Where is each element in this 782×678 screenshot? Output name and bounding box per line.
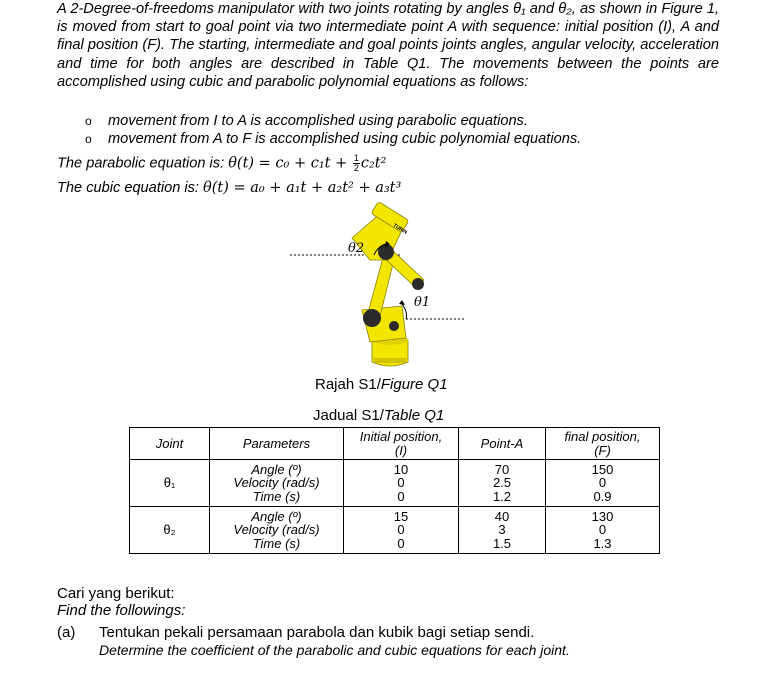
cell-value: 150 — [591, 461, 614, 477]
wrist-motor — [412, 278, 424, 290]
bullet-text: movement from I to A is accomplished using parabolic equations. — [108, 113, 528, 129]
param-label: Time (s) — [252, 488, 301, 504]
question-text-en: Determine the coefficient of the parabolic and cubic equations for each joint. — [99, 642, 570, 658]
figure-caption-ms: Rajah S1/ — [315, 376, 381, 393]
cell-value: 130 — [591, 508, 614, 524]
param-label: Angle (º) — [251, 508, 302, 524]
theta1-arrowhead-icon — [399, 300, 405, 305]
cell-value: 0.9 — [593, 488, 612, 504]
final-theta2 — [546, 507, 660, 554]
initial-theta2 — [344, 507, 459, 554]
header-final — [546, 428, 660, 460]
parabolic-label: The parabolic equation is: — [57, 155, 225, 172]
bullet-circle-icon: o — [85, 132, 92, 147]
movement-list — [85, 112, 581, 148]
header-joint: Joint — [130, 428, 210, 460]
cell-value: 10 — [393, 461, 409, 477]
joint-theta1: θ₁ — [130, 460, 210, 507]
cell-value: 3 — [498, 522, 506, 538]
parabolic-equation — [57, 154, 386, 173]
cell-value: 2.5 — [492, 475, 512, 491]
parabolic-rhs: c₂t² — [360, 155, 387, 172]
cubic-equation — [57, 180, 401, 196]
param-label: Angle (º) — [251, 461, 302, 477]
bullet-circle-icon: o — [85, 114, 92, 128]
header-initial — [344, 428, 459, 460]
params-theta2 — [210, 507, 344, 554]
find-en: Find the followings: — [57, 602, 186, 619]
parabolic-lhs: θ(t) = c₀ + c₁t + — [228, 155, 352, 172]
problem-intro: A 2-Degree-of-freedoms manipulator with two joints rotating by angles θ₁ and θ₂, as shown in Figure 1, is moved from start to goal point via two intermediate point A with sequence: initial position (I), A and final position (F). The starting, intermediate and goal points joints angles, angular velocity, acceleration and time for both angles are described in Table Q1. The movements between the points are accomplished using cubic and parabolic polynomial equations as follows: — [57, 1, 719, 90]
robot-figure — [290, 200, 490, 370]
cell-value: 1.5 — [492, 535, 512, 551]
robot-brand-label: TURIN — [391, 222, 409, 236]
header-point-a: Point-A — [459, 428, 546, 460]
fraction-numerator: 1 — [353, 153, 359, 163]
list-item — [85, 112, 581, 130]
cell-value: 1.2 — [492, 488, 512, 504]
table-caption-en: Table Q1 — [383, 407, 445, 424]
base-plate — [374, 358, 406, 363]
point-a-theta1 — [459, 460, 546, 507]
cell-value: 0 — [397, 488, 405, 504]
header-initial-line1: Initial position, — [359, 428, 443, 444]
params-theta1 — [210, 460, 344, 507]
initial-theta1 — [344, 460, 459, 507]
fraction-denominator: 2 — [353, 163, 359, 173]
point-a-theta2 — [459, 507, 546, 554]
cell-value: 15 — [393, 508, 409, 524]
param-label: Velocity (rad/s) — [233, 522, 320, 538]
parameters-table — [129, 427, 660, 554]
table-header-row — [130, 428, 660, 460]
question-text-ms: Tentukan pekali persamaan parabola dan kubik bagi setiap sendi. — [99, 624, 535, 641]
param-label: Time (s) — [252, 535, 301, 551]
header-final-line1: final position, — [564, 428, 641, 444]
base-motor — [389, 321, 399, 331]
list-item — [85, 130, 581, 148]
cell-value: 40 — [494, 508, 510, 524]
header-parameters: Parameters — [210, 428, 344, 460]
find-ms: Cari yang berikut: — [57, 585, 175, 602]
cell-value: 0 — [397, 475, 405, 491]
final-theta1 — [546, 460, 660, 507]
header-initial-line2: (I) — [394, 442, 408, 458]
cell-value: 0 — [397, 535, 405, 551]
cubic-formula: θ(t) = a₀ + a₁t + a₂t² + a₃t³ — [203, 180, 402, 196]
param-label: Velocity (rad/s) — [233, 475, 320, 491]
shoulder-motor — [363, 309, 381, 327]
half-fraction — [353, 154, 360, 173]
cubic-label: The cubic equation is: — [57, 180, 199, 196]
header-final-line2: (F) — [594, 442, 611, 458]
figure-caption-en: Figure Q1 — [380, 376, 448, 393]
theta1-label: θ1 — [414, 295, 431, 310]
bullet-text: movement from A to F is accomplished using cubic polynomial equations. — [108, 131, 582, 148]
cell-value: 0 — [598, 475, 607, 491]
question-label: (a) — [57, 624, 76, 641]
table-caption-ms: Jadual S1/ — [313, 407, 384, 424]
table-caption — [313, 407, 444, 424]
joint-theta2: θ₂ — [130, 507, 210, 554]
find-instructions — [57, 585, 185, 619]
cell-value: 1.3 — [593, 535, 612, 551]
cell-value: 0 — [598, 522, 607, 538]
theta2-label: θ2 — [348, 241, 365, 256]
cell-value: 0 — [397, 522, 405, 538]
figure-caption — [315, 376, 448, 393]
cell-value: 70 — [494, 461, 510, 477]
